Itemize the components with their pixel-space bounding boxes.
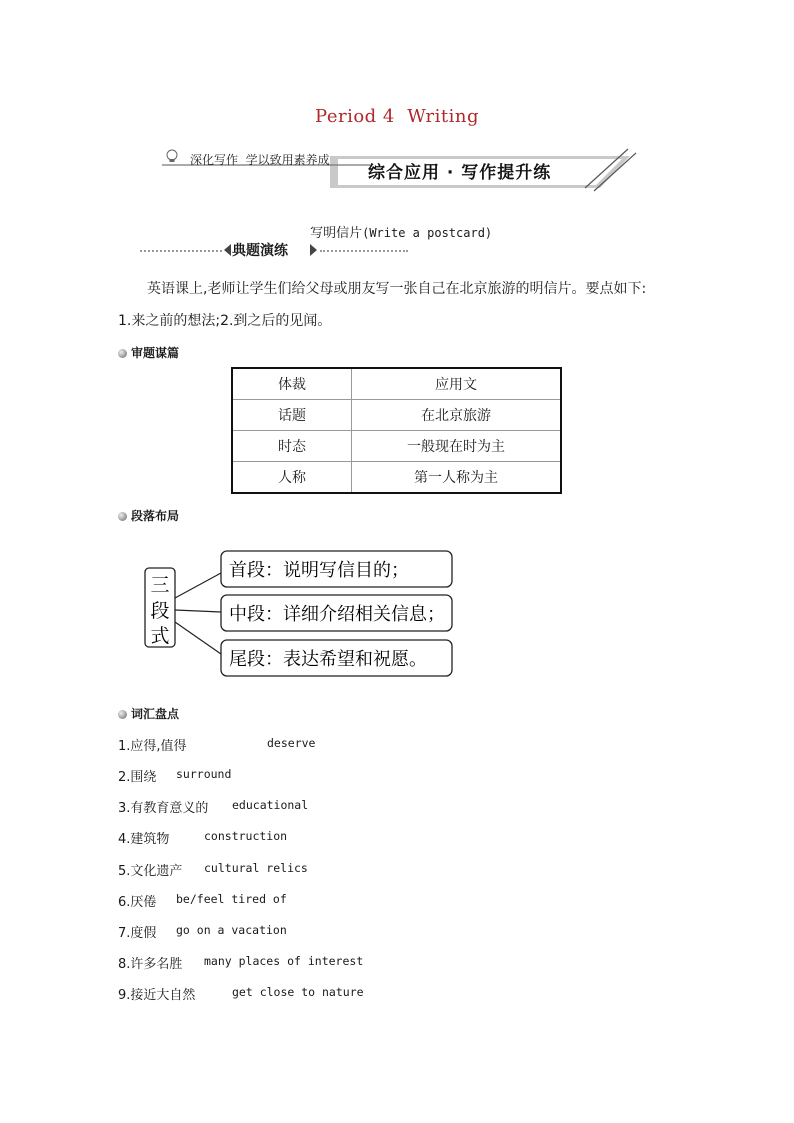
section-heading — [140, 240, 408, 262]
analysis-heading: 审题谋篇 — [118, 344, 179, 361]
table-row: 话题 在北京旅游 — [232, 400, 561, 431]
left-arrow-icon — [224, 244, 231, 256]
list-item: 3.有教育意义的 educational — [118, 798, 309, 816]
bullet-icon — [118, 349, 127, 358]
analysis-table — [231, 367, 562, 494]
table-row: 人称 第一人称为主 — [232, 462, 561, 494]
table-row: 时态 一般现在时为主 — [232, 431, 561, 462]
banner-right-text: 综合应用 · 写作提升练 — [368, 163, 552, 183]
branch-1: 首段：说明写信目的； — [229, 560, 409, 581]
right-arrow-icon — [310, 244, 317, 256]
structure-diagram — [143, 548, 455, 678]
vocab-heading: 词汇盘点 — [118, 705, 179, 722]
subtitle-cn: 写明信片 — [310, 226, 363, 241]
subtitle — [0, 207, 794, 241]
list-item: 5.文化遗产 cultural relics — [118, 861, 308, 879]
prompt-line-1: 英语课上,老师让学生们给父母或朋友写一张自己在北京旅游的明信片。要点如下: — [147, 281, 647, 297]
prompt-line-2: 1.来之前的想法;2.到之后的见闻。 — [118, 313, 332, 329]
section-label: 典题演练 — [232, 243, 288, 259]
list-item: 6.厌倦 be/feel tired of — [118, 892, 287, 910]
root-char-3: 式 — [150, 625, 170, 647]
root-char-2: 段 — [150, 600, 170, 622]
list-item: 1.应得,值得 deserve — [118, 736, 316, 754]
subtitle-en: (Write a postcard) — [362, 226, 493, 240]
layout-heading: 段落布局 — [118, 507, 179, 524]
list-item: 9.接近大自然 get close to nature — [118, 985, 364, 1003]
bullet-icon — [118, 710, 127, 719]
page-title: Period 4 Writing — [315, 106, 479, 127]
list-item: 7.度假 go on a vacation — [118, 923, 287, 941]
table-row: 体裁 应用文 — [232, 368, 561, 400]
list-item: 8.许多名胜 many places of interest — [118, 954, 364, 972]
list-item: 4.建筑物 construction — [118, 829, 288, 847]
branch-3: 尾段：表达希望和祝愿。 — [229, 649, 427, 670]
root-char-1: 三 — [150, 574, 170, 596]
lightbulb-icon — [167, 150, 177, 162]
branch-2: 中段：详细介绍相关信息； — [229, 604, 445, 625]
banner-left-text: 深化写作 学以致用素养成 — [190, 153, 330, 167]
bullet-icon — [118, 512, 127, 521]
list-item: 2.围绕 surround — [118, 767, 232, 785]
